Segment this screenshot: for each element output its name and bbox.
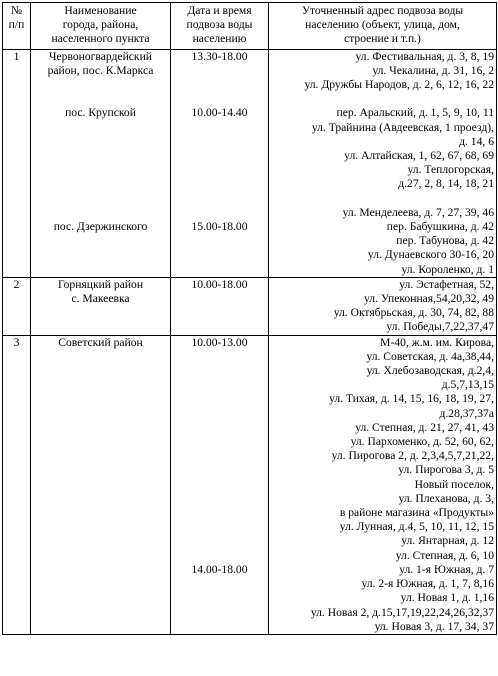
row-num: 3 — [3, 335, 31, 634]
addr-line: ул. Трайнина (Авдеевская, 1 проезд), — [311, 120, 494, 134]
header-num-line: № — [10, 4, 23, 17]
time-line: 10.00-13.00 — [191, 335, 248, 349]
place-line: с. Макеевка — [71, 292, 130, 306]
addr-line: ул. Дружбы Народов, д. 2, 6, 12, 16, 22 — [304, 78, 494, 92]
addr-line: ул. Плеханова, д. 3, — [398, 491, 494, 505]
table-row — [3, 277, 497, 335]
row-place — [31, 277, 171, 335]
row-addr — [269, 49, 497, 277]
addr-line: пер. Табунова, д. 42 — [396, 234, 494, 248]
addr-line: ул. Новая 1, д. 1,16 — [400, 591, 494, 605]
time-line: 10.00-18.00 — [191, 277, 248, 291]
addr-line: д.5,7,13,15 — [441, 378, 494, 392]
row-addr — [269, 277, 497, 335]
addr-line: ул. Теплогорская, — [407, 163, 494, 177]
place-line: Горняцкий район — [57, 277, 144, 291]
addr-line: ул. Степная, д. 6, 10 — [395, 548, 494, 562]
addr-line: ул. Эстафетная, 52, — [399, 277, 494, 291]
header-place-line: города, района, — [62, 18, 139, 32]
header-addr-line: Уточненный адрес подвоза воды — [301, 4, 464, 17]
addr-line: ул. Победы,7,22,37,47 — [386, 320, 494, 334]
place-line: Червоногвардейский — [49, 49, 152, 63]
addr-line: пер. Бабушкина, д. 42 — [386, 220, 494, 234]
addr-line: ул. Короленко, д. 1 — [401, 262, 494, 276]
header-place-line: населенного пункта — [51, 32, 150, 46]
addr-line: пер. Аральский, д. 1, 5, 9, 10, 11 — [336, 106, 494, 120]
header-addr-line: населению (объект, улица, дом, — [305, 18, 460, 32]
table-row — [3, 335, 497, 634]
row-place — [31, 49, 171, 277]
time-line: 13.30-18.00 — [191, 49, 248, 63]
addr-line: ул. Октябрьская, д. 30, 74, 82, 88 — [333, 306, 494, 320]
time-line: 15.00-18.00 — [191, 219, 248, 233]
place-line: пос. Дзержинского — [53, 219, 148, 233]
header-time-line: Дата и время — [187, 4, 252, 17]
addr-line: ул. Пирогова 2, д. 2,3,4,5,7,21,22, — [331, 449, 494, 463]
addr-line: ул. Советская, д. 4а,38,44, — [366, 349, 494, 363]
addr-line: ул. Менделеева, д. 7, 27, 39, 46 — [342, 205, 494, 219]
addr-line: д. 14, 6 — [459, 134, 494, 148]
header-num — [3, 3, 31, 50]
addr-line: ул. Хлебозаводская, д.2,4, — [366, 364, 494, 378]
addr-line: ул. Пирогова 3, д. 5 — [398, 463, 494, 477]
addr-line: ул. Фестивальная, д. 3, 8, 19 — [355, 49, 494, 63]
header-time-line: населению — [192, 32, 247, 46]
row-num: 1 — [3, 49, 31, 277]
addr-line: ул. Новая 2, д.15,17,19,22,24,26,32,37 — [310, 605, 494, 619]
addr-line: ул. Тихая, д. 14, 15, 16, 18, 19, 27, — [329, 392, 494, 406]
addr-line: ул. Новая 3, д. 17, 34, 37 — [374, 619, 494, 633]
header-addr — [269, 3, 497, 50]
header-time — [171, 3, 269, 50]
row-addr — [269, 335, 497, 634]
addr-line: ул. Лунная, д.4, 5, 10, 11, 12, 15 — [339, 520, 494, 534]
addr-line: в районе магазина «Продукты» — [339, 506, 494, 520]
addr-line: ул. Пархоменко, д. 52, 60, 62, — [350, 435, 494, 449]
addr-line: ул. Алтайская, 1, 62, 67, 68, 69 — [344, 149, 494, 163]
row-time — [171, 277, 269, 335]
addr-line: д.28,37,37а — [439, 406, 494, 420]
row-place — [31, 335, 171, 634]
water-delivery-table — [2, 2, 497, 635]
addr-line: ул. 2-я Южная, д. 1, 7, 8,16 — [361, 577, 494, 591]
addr-line: ул. Чекалина, д. 31, 16, 2 — [372, 63, 494, 77]
header-row — [3, 3, 497, 50]
header-time-line: подвоза воды — [186, 18, 253, 32]
table-row — [3, 49, 497, 277]
addr-line: ул. Упеконная,54,20,32, 49 — [363, 292, 494, 306]
time-line: 10.00-14.40 — [191, 106, 248, 120]
addr-line: ул. Дунаевского 30-16, 20 — [367, 248, 494, 262]
header-place — [31, 3, 171, 50]
addr-line: Новый поселок, — [414, 477, 494, 491]
place-line: район, пос. К.Маркса — [47, 63, 154, 77]
header-addr-line: строение и т.п.) — [344, 32, 421, 46]
row-time — [171, 335, 269, 634]
row-time — [171, 49, 269, 277]
row-num: 2 — [3, 277, 31, 335]
header-place-line: Наименование — [64, 4, 137, 17]
addr-line: д.27, 2, 8, 14, 18, 21 — [398, 177, 494, 191]
header-num-line: п/п — [8, 18, 25, 32]
place-line: Советский район — [58, 335, 143, 349]
time-line: 14.00-18.00 — [191, 562, 248, 576]
addr-line: ул. 1-я Южная, д. 7 — [399, 562, 494, 576]
addr-line: ул. Янтарная, д. 12 — [401, 534, 494, 548]
place-line: пос. Крупской — [65, 106, 136, 120]
addr-line: М-40, ж.м. им. Кирова, — [380, 335, 494, 349]
addr-line: ул. Степная, д. 21, 27, 41, 43 — [355, 420, 494, 434]
